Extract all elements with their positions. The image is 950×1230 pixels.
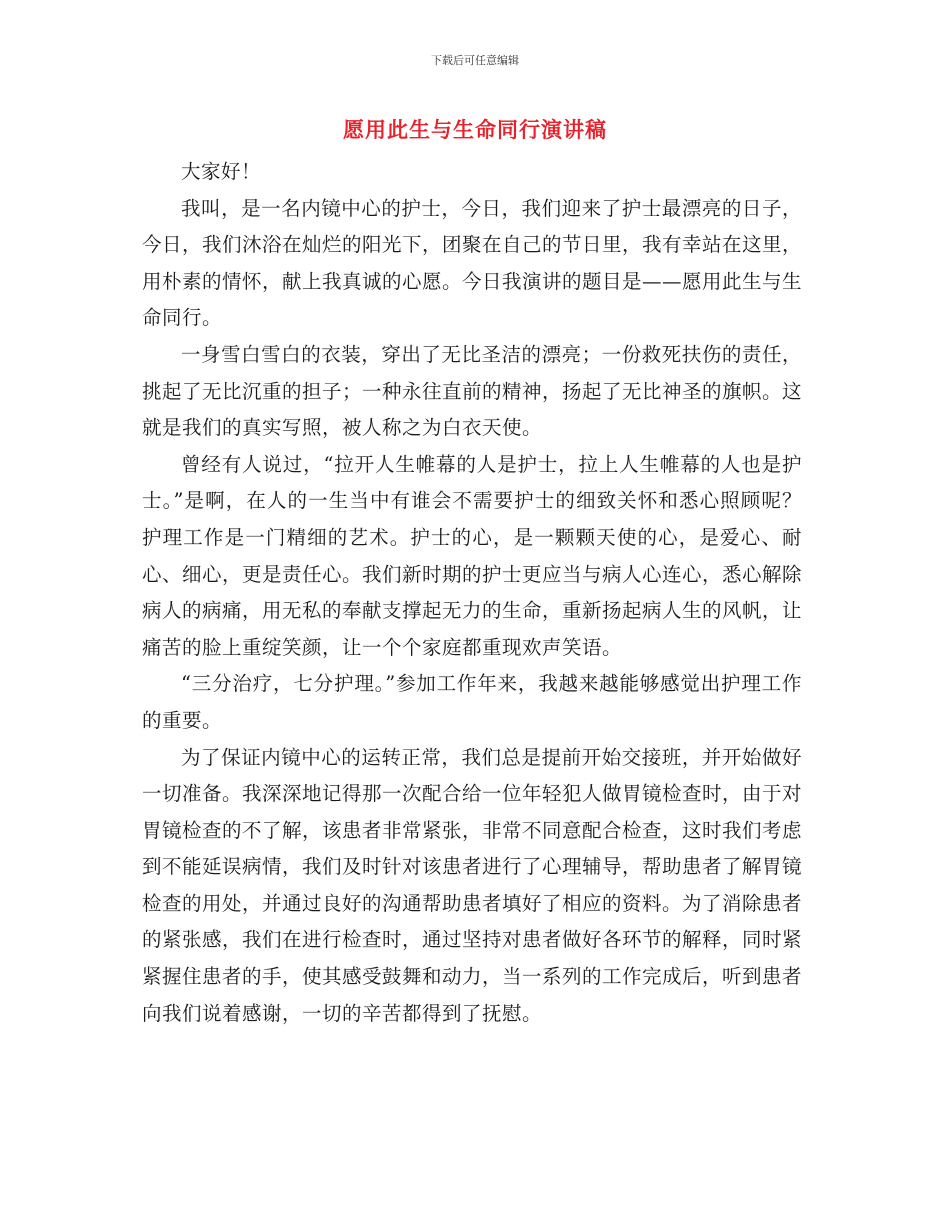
page-header-note: 下载后可任意编辑 [431,54,519,67]
paragraph-endoscopy-story: 为了保证内镜中心的运转正常，我们总是提前开始交接班，并开始做好一切准备。我深深地记得那一次配合给一位年轻犯人做胃镜检查时，由于对胃镜检查的不了解，该患者非常紧张，非常不同意配合检查，这时我们考虑到不能延误病情，我们及时针对该患者进行了心理辅导，帮助患者了解胃镜检查的用处，并通过良好的沟通帮助患者填好了相应的资料。为了消除患者的紧张感，我们在进行检查时，通过坚持对患者做好各环节的解释，同时紧紧握住患者的手，使其感受鼓舞和动力，当一系列的工作完成后，听到患者向我们说着感谢，一切的辛苦都得到了抚慰。 [142,745,803,1025]
paragraph-nurse-care: 曾经有人说过，“拉开人生帷幕的人是护士，拉上人生帷幕的人也是护士。”是啊，在人的一生当中有谁会不需要护士的细致关怀和悉心照顾呢？护理工作是一门精细的艺术。护士的心，是一颗颗天使的心，是爱心、耐心、细心，更是责任心。我们新时期的护士更应当与病人心连心，悉心解除病人的病痛，用无私的奉献支撑起无力的生命，重新扬起病人生的风帆，让痛苦的脸上重绽笑颜，让一个个家庭都重现欢声笑语。 [142,452,803,659]
document-body [142,154,802,1032]
document-title: 愿用此生与生命同行演讲稿 [343,118,607,142]
paragraph-white-uniform: 一身雪白雪白的衣装，穿出了无比圣洁的漂亮；一份救死扶伤的责任，挑起了无比沉重的担子；一种永往直前的精神，扬起了无比神圣的旗帜。这就是我们的真实写照，被人称之为白衣天使。 [142,342,803,440]
paragraph-greeting: 大家好！ [181,160,262,183]
paragraph-treatment-nursing: “三分治疗，七分护理。”参加工作年来，我越来越能够感觉出护理工作的重要。 [142,672,802,732]
paragraph-introduction: 我叫，是一名内镜中心的护士，今日，我们迎来了护士最漂亮的日子，今日，我们沐浴在灿烂的阳光下，团聚在自己的节日里，我有幸站在这里，用朴素的情怀，献上我真诚的心愿。今日我演讲的题目是——愿用此生与生命同行。 [142,196,803,330]
